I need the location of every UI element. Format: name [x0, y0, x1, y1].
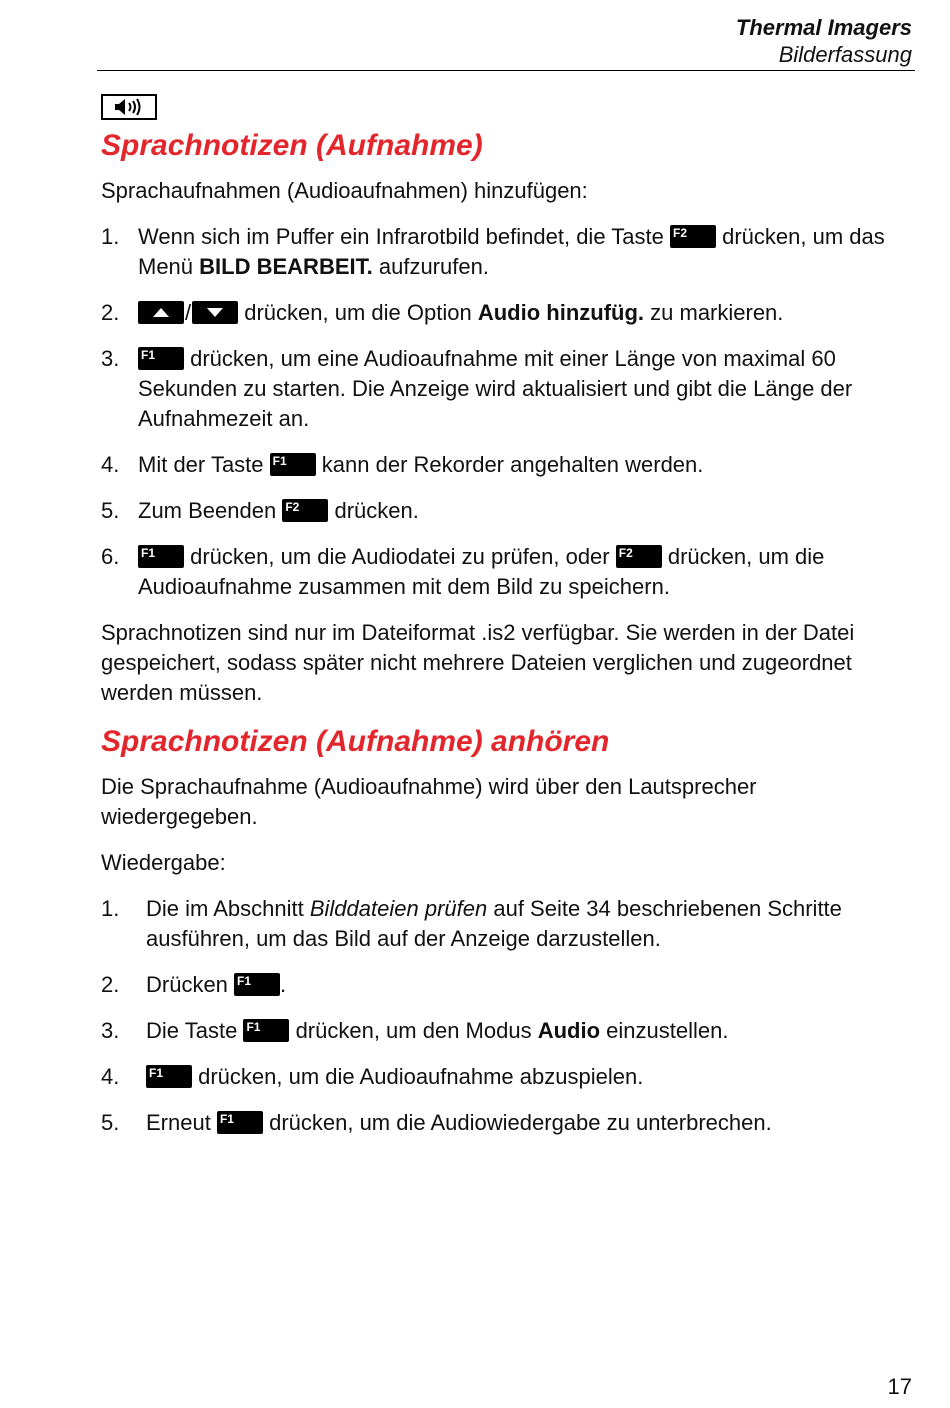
- format-note: Sprachnotizen sind nur im Dateiformat .is2 verfügbar. Sie werden in der Datei gespeichert, sodass später nicht mehrere Dateien verglichen und zugeordnet werden müssen.: [101, 620, 855, 705]
- f1-key: F1: [243, 1019, 289, 1042]
- f1-key: F1: [138, 545, 184, 568]
- f2-key: F2: [616, 545, 662, 568]
- section-title-record: Sprachnotizen (Aufnahme): [101, 129, 483, 162]
- f1-key: F1: [234, 973, 280, 996]
- f1-key: F1: [270, 453, 316, 476]
- section-title-listen: Sprachnotizen (Aufnahme) anhören: [101, 725, 610, 758]
- page-header: [736, 14, 912, 68]
- record-steps: [101, 222, 901, 602]
- list-item: 4. F1 drücken, um die Audioaufnahme abzuspielen.: [101, 1064, 644, 1089]
- section2-label: Wiedergabe:: [101, 850, 226, 875]
- list-item: 6. F1 drücken, um die Audiodatei zu prüfen, oder F2 drücken, um die Audioaufnahme zusammen mit dem Bild zu speichern.: [101, 544, 825, 599]
- playback-steps: [101, 894, 901, 1138]
- f1-key: F1: [146, 1065, 192, 1088]
- header-rule: [97, 70, 915, 71]
- f1-key: F1: [217, 1111, 263, 1134]
- section2-intro: Die Sprachaufnahme (Audioaufnahme) wird über den Lautsprecher wiedergegeben.: [101, 774, 757, 829]
- f2-key: F2: [282, 499, 328, 522]
- page-content: [101, 94, 901, 1154]
- list-item: 3. Die Taste F1 drücken, um den Modus Audio einzustellen.: [101, 1018, 729, 1043]
- list-item: 4. Mit der Taste F1 kann der Rekorder angehalten werden.: [101, 452, 704, 477]
- header-section: Bilderfassung: [778, 42, 912, 67]
- arrow-up-icon: [138, 301, 184, 324]
- section1-intro: Sprachaufnahmen (Audioaufnahmen) hinzufügen:: [101, 178, 588, 203]
- list-item: 3. F1 drücken, um eine Audioaufnahme mit einer Länge von maximal 60 Sekunden zu starten. Die Anzeige wird aktualisiert und gibt die Länge der Aufnahmezeit an.: [101, 346, 853, 431]
- f1-key: F1: [138, 347, 184, 370]
- speaker-icon: [101, 94, 157, 120]
- list-item: 5. Erneut F1 drücken, um die Audiowiedergabe zu unterbrechen.: [101, 1110, 772, 1135]
- header-product: Thermal Imagers: [735, 15, 912, 40]
- list-item: 1. Die im Abschnitt Bilddateien prüfen auf Seite 34 beschriebenen Schritte ausführen, um das Bild auf der Anzeige darzustellen.: [101, 896, 842, 951]
- list-item: 2. Drücken F1 .: [101, 972, 287, 997]
- arrow-down-icon: [192, 301, 238, 324]
- list-item: 5. Zum Beenden F2 drücken.: [101, 498, 419, 523]
- page-number: 17: [887, 1374, 912, 1399]
- list-item: 1. Wenn sich im Puffer ein Infrarotbild befindet, die Taste F2 drücken, um das Menü BILD BEARBEIT. aufzurufen.: [101, 224, 885, 279]
- f2-key: F2: [670, 225, 716, 248]
- list-item: 2. / drücken, um die Option Audio hinzufüg. zu markieren.: [101, 300, 784, 325]
- cross-reference: Bilddateien prüfen: [309, 896, 488, 921]
